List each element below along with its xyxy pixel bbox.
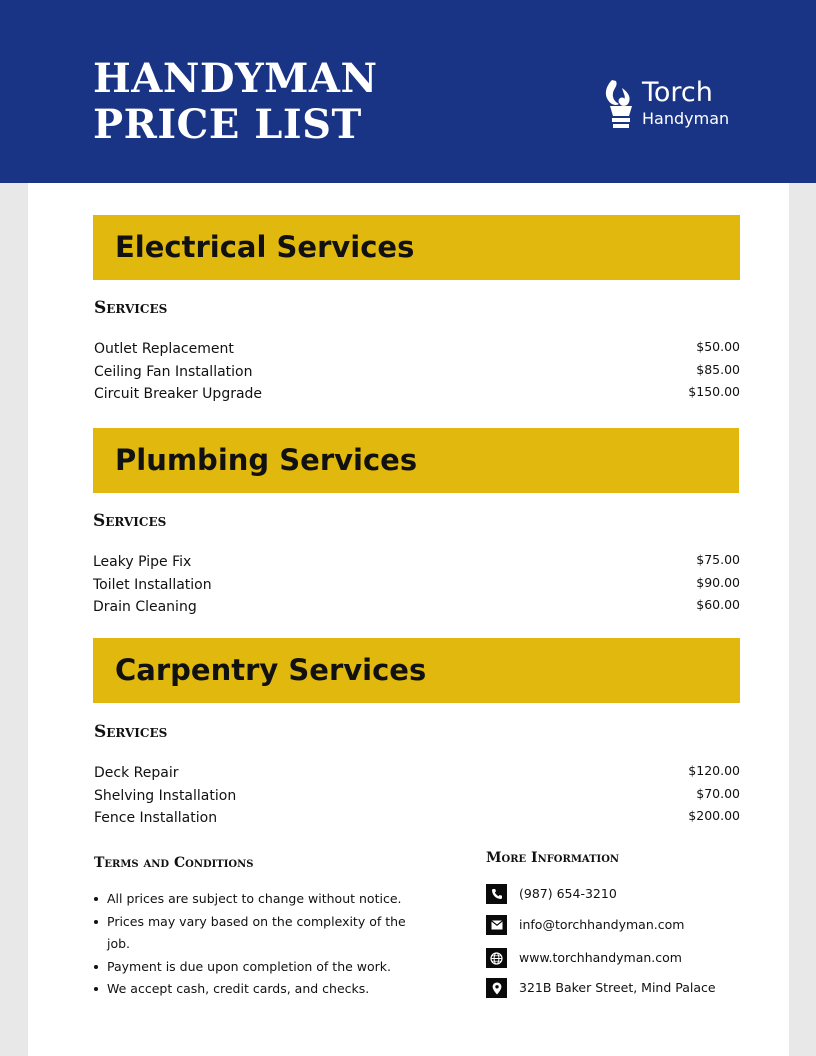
header-banner	[0, 0, 816, 183]
section-subheading: Services	[94, 722, 168, 742]
service-row	[94, 362, 740, 385]
section-bar-electrical	[93, 215, 740, 280]
service-row	[93, 597, 740, 620]
section-subheading: Services	[93, 511, 167, 531]
service-list-electrical	[94, 339, 740, 407]
service-price: $120.00	[688, 763, 740, 778]
service-name: Deck Repair	[94, 765, 179, 781]
service-name: Shelving Installation	[94, 787, 237, 804]
section-title: Carpentry Services	[115, 653, 427, 687]
service-price: $60.00	[696, 597, 740, 612]
page-title	[93, 56, 378, 148]
service-name: Fence Installation	[94, 810, 218, 826]
service-row	[94, 786, 740, 809]
contact-address[interactable]	[486, 978, 746, 998]
service-price: $70.00	[696, 785, 740, 801]
service-price: $150.00	[688, 384, 740, 399]
service-price: $75.00	[696, 552, 740, 567]
service-price: $90.00	[696, 574, 740, 590]
section-title: Electrical Services	[115, 230, 415, 264]
terms-list	[107, 888, 407, 1001]
location-pin-icon	[486, 978, 507, 998]
service-name: Drain Cleaning	[93, 599, 197, 615]
terms-title: Terms and Conditions	[94, 855, 254, 871]
service-name: Ceiling Fan Installation	[94, 363, 253, 380]
service-price: $50.00	[696, 339, 740, 354]
contact-text: 321B Baker Street, Mind Palace	[519, 980, 716, 995]
section-bar-plumbing	[93, 428, 739, 493]
brand-name: Torch	[642, 77, 713, 108]
contact-text: www.torchhandyman.com	[519, 950, 682, 965]
service-list-carpentry	[94, 763, 740, 831]
brand-logo	[602, 76, 742, 134]
contact-text: info@torchhandyman.com	[519, 917, 685, 932]
service-row	[94, 763, 740, 786]
section-title: Plumbing Services	[115, 443, 418, 477]
service-price: $200.00	[688, 808, 740, 823]
phone-icon	[486, 884, 507, 904]
service-price: $85.00	[696, 361, 740, 377]
brand-subtitle: Handyman	[642, 109, 730, 128]
terms-item: All prices are subject to change without notice.	[107, 888, 407, 911]
terms-item: Payment is due upon completion of the work.	[107, 956, 407, 979]
service-name: Toilet Installation	[93, 576, 212, 593]
section-subheading: Services	[94, 298, 168, 318]
service-row	[93, 552, 740, 575]
terms-item: We accept cash, credit cards, and checks.	[107, 978, 407, 1001]
title-line-2: PRICE LIST	[93, 101, 362, 148]
service-name: Outlet Replacement	[94, 341, 234, 357]
service-row	[94, 339, 740, 362]
service-name: Circuit Breaker Upgrade	[94, 386, 263, 402]
service-row	[94, 808, 740, 831]
service-list-plumbing	[93, 552, 740, 620]
mail-icon	[486, 915, 507, 935]
service-row	[93, 575, 740, 598]
terms-item: Prices may vary based on the complexity of the job.	[107, 911, 407, 956]
contact-email[interactable]	[486, 915, 746, 935]
torch-icon	[602, 78, 636, 130]
section-bar-carpentry	[93, 638, 740, 703]
contact-phone[interactable]	[486, 884, 746, 904]
more-info-title: More Information	[486, 850, 620, 866]
contact-website[interactable]	[486, 948, 746, 968]
globe-icon	[486, 948, 507, 968]
title-line-1: HANDYMAN	[93, 55, 378, 102]
service-row	[94, 384, 740, 407]
contact-text: (987) 654-3210	[519, 886, 617, 901]
service-name: Leaky Pipe Fix	[93, 554, 192, 570]
